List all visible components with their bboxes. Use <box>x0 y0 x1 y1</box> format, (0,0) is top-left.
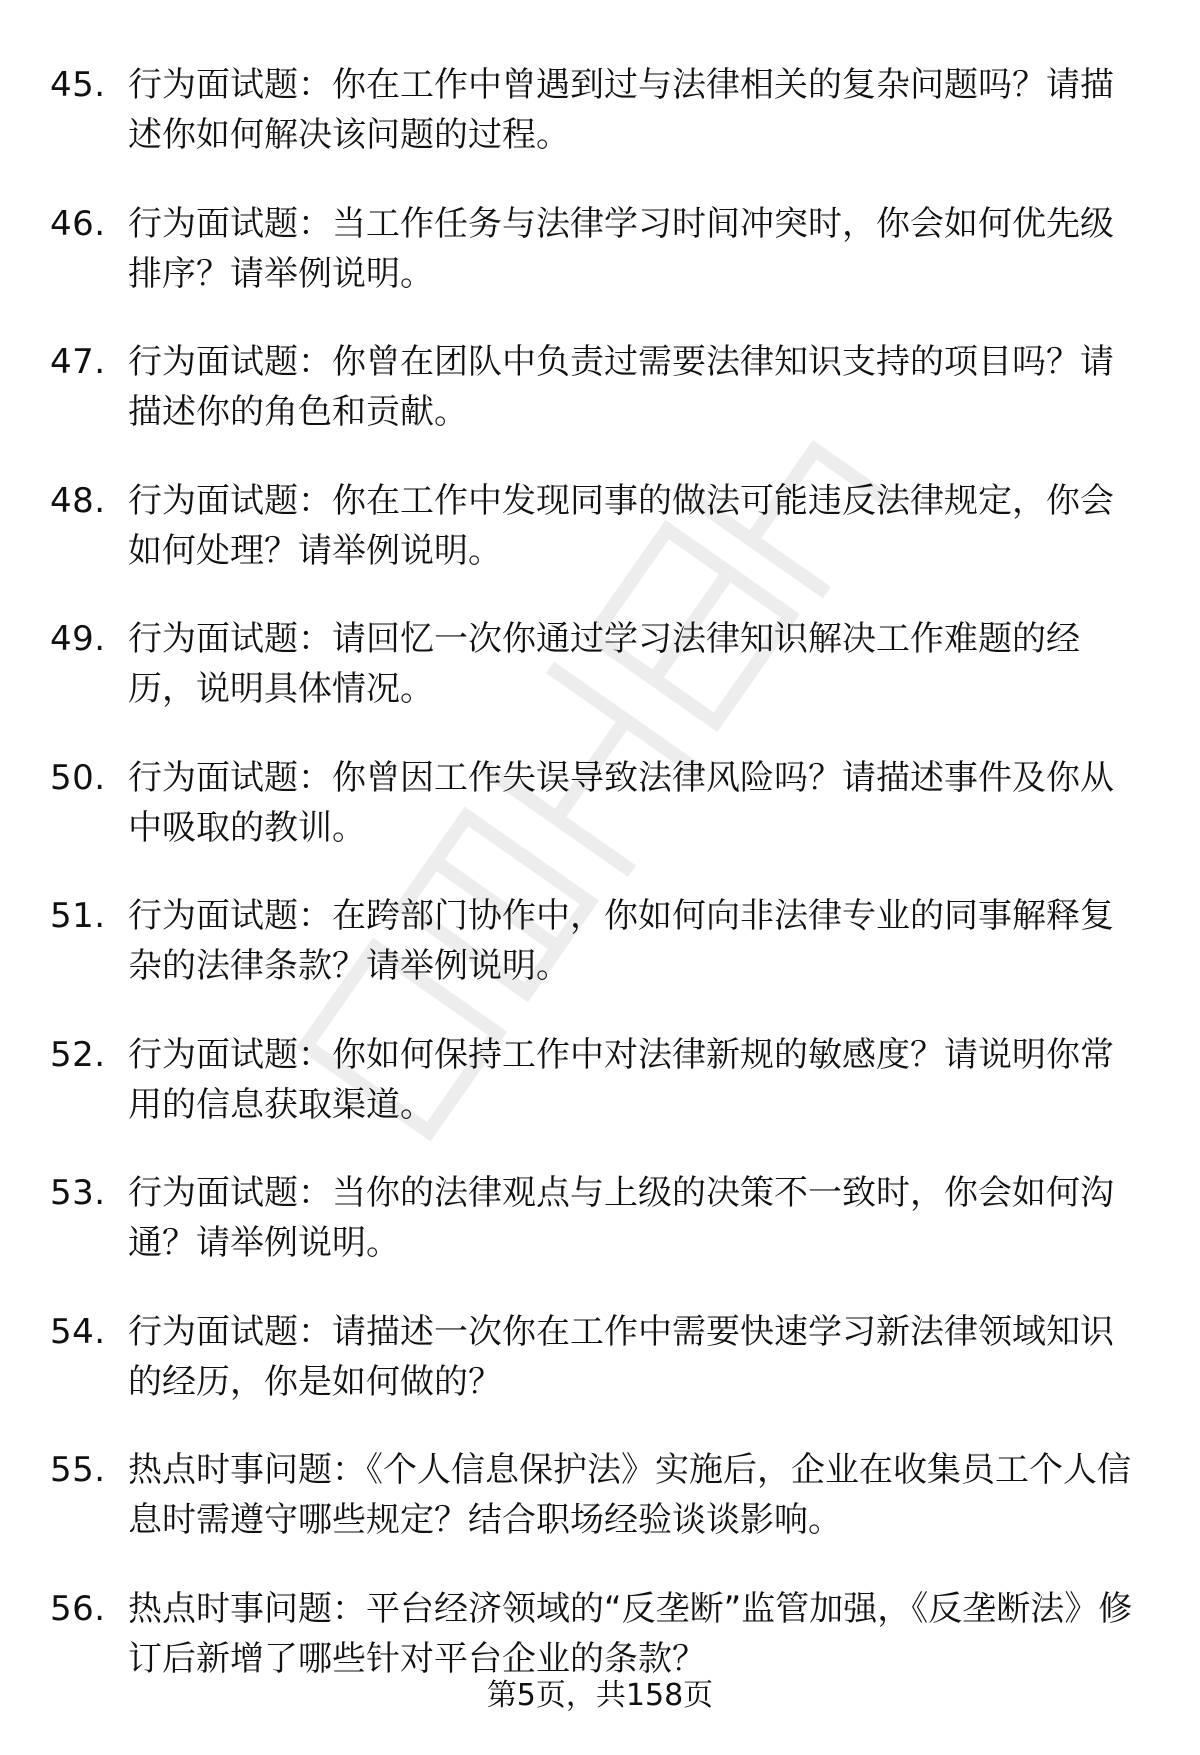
question-number: 52. <box>50 1034 106 1075</box>
question-item <box>50 1584 1140 1684</box>
question-number: 46. <box>50 203 106 244</box>
question-item <box>50 1445 1140 1545</box>
question-item <box>50 753 1140 853</box>
question-number: 48. <box>50 480 106 521</box>
question-item <box>50 476 1140 576</box>
question-text: 行为面试题：当工作任务与法律学习时间冲突时，你会如何优先级排序？请举例说明。 <box>128 203 1114 294</box>
question-number: 47. <box>50 342 106 382</box>
question-item <box>50 1307 1140 1407</box>
question-number: 54. <box>50 1311 106 1352</box>
question-number: 53. <box>50 1173 106 1213</box>
question-text: 热点时事问题：《个人信息保护法》实施后，企业在收集员工个人信息时需遵守哪些规定？结合职场经验谈谈影响。 <box>128 1450 1131 1540</box>
question-number: 51. <box>50 896 106 936</box>
question-text: 行为面试题：你在工作中曾遇到过与法律相关的复杂问题吗？请描述你如何解决该问题的过程。 <box>128 65 1114 155</box>
question-item <box>50 1030 1140 1130</box>
question-item <box>50 337 1140 437</box>
question-number: 56. <box>50 1588 106 1629</box>
question-text: 行为面试题：你曾因工作失误导致法律风险吗？请描述事件及你从中吸取的教训。 <box>128 757 1114 848</box>
question-text: 行为面试题：在跨部门协作中，你如何向非法律专业的同事解释复杂的法律条款？请举例说明。 <box>128 896 1114 986</box>
question-item <box>50 1168 1140 1268</box>
question-item <box>50 614 1140 714</box>
question-number: 50. <box>50 757 106 798</box>
question-text: 行为面试题：当你的法律观点与上级的决策不一致时，你会如何沟通？请举例说明。 <box>128 1173 1114 1263</box>
question-item <box>50 199 1140 299</box>
question-text: 热点时事问题：平台经济领域的“反垄断”监管加强，《反垄断法》修订后新增了哪些针对平台企业的条款？ <box>128 1588 1133 1679</box>
question-number: 45. <box>50 65 106 105</box>
question-item <box>50 891 1140 991</box>
question-number: 49. <box>50 619 106 659</box>
question-number: 55. <box>50 1450 106 1490</box>
question-list <box>50 60 1140 1722</box>
question-text: 行为面试题：你在工作中发现同事的做法可能违反法律规定，你会如何处理？请举例说明。 <box>128 480 1114 571</box>
question-text: 行为面试题：你如何保持工作中对法律新规的敏感度？请说明你常用的信息获取渠道。 <box>128 1034 1114 1125</box>
question-text: 行为面试题：你曾在团队中负责过需要法律知识支持的项目吗？请描述你的角色和贡献。 <box>128 342 1114 432</box>
question-text: 行为面试题：请回忆一次你通过学习法律知识解决工作难题的经历，说明具体情况。 <box>128 619 1080 709</box>
question-item <box>50 60 1140 160</box>
page-footer: 第5页，共158页 <box>486 1678 714 1713</box>
question-text: 行为面试题：请描述一次你在工作中需要快速学习新法律领域知识的经历，你是如何做的？ <box>128 1311 1114 1402</box>
